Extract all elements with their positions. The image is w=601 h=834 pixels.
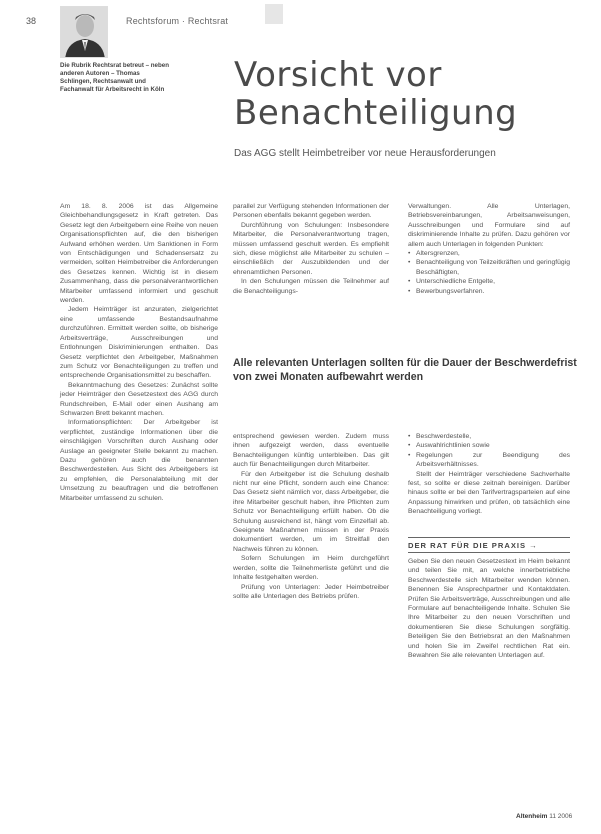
paragraph: Prüfung von Unterlagen: Jeder Heimbetreiber sollte alle Unterlagen des Betriebs prüfen. — [233, 583, 389, 600]
article-subheadline: Das AGG stellt Heimbetreiber vor neue Herausforderungen — [234, 148, 496, 159]
column-3-top — [408, 202, 570, 296]
paragraph: Sofern Schulungen im Heim durchgeführt werden, sollte die Teilnehmerliste geführt und die Inhalte festgehalten werden. — [233, 555, 389, 582]
column-2-top — [233, 202, 389, 296]
column-2-bottom — [233, 432, 389, 601]
paragraph: Stellt der Heimträger verschiedene Sachverhalte fest, so sollte er diese zeitnah bereinigen. Darüber hinaus sollte er bei den Tarifvertragsparteien auf eine Anpassung hinwirken und prüfen, ob tatsächlich eine Benachteiligung vorliegt. — [408, 470, 570, 516]
page-number: 38 — [26, 16, 37, 26]
paragraph: Am 18. 8. 2006 ist das Allgemeine Gleichbehandlungsgesetz in Kraft getreten. Das Gesetz legt den Arbeitgebern eine Reihe von neuen Organisationspflichten auf, die den bisherigen Aufwand erhöhen werden. Um Sanktionen in Form von Entschädigungen und Schadensersatz zu vermeiden, sollten Heimbetreiber die Anforderungen des Gesetzes kennen. Wichtig ist in diesem Zusammenhang, dass die personalverantwortlichen Mitarbeiter umfassend informiert und geschult werden. — [60, 203, 218, 305]
list-item: • Beschwerdestelle, — [408, 432, 570, 441]
column-1 — [60, 202, 218, 503]
paragraph: Für den Arbeitgeber ist die Schulung deshalb nicht nur eine Pflicht, sondern auch eine Chance: Das Gesetz sieht nämlich vor, dass Arbeitgeber, die ihre Mitarbeiter geschult haben, ihre Pflichten zum Schutz vor Benachteiligung erfüllt haben. Ob die Schulung ausreichend ist, hängt vom Einzelfall ab. Geeignete Maßnahmen müssen in der Praxis dokumentiert werden, um im Streitfall den Nachweis führen zu können. — [233, 470, 389, 553]
paragraph: Bekanntmachung des Gesetzes: Zunächst sollte jeder Heimträger den Gesetzestext des AGG durch Rundschreiben, E-Mail oder einen Aushang am Schwarzen Brett bekannt machen. — [60, 381, 218, 417]
paragraph: Verwaltungen. Alle Unterlagen, Betriebsvereinbarungen, Arbeitsanweisungen, Ausschreibungen und Formulare sind auf diskriminierende Inhalte zu prüfen. Dazu gehören vor allem auch Unterlagen in folgenden Punkten: — [408, 203, 570, 248]
pull-quote: Alle relevanten Unterlagen sollten für die Dauer der Beschwerdefrist von zwei Monaten aufbewahrt werden — [233, 357, 577, 383]
divider — [408, 552, 570, 553]
list-item: • Bewerbungsverfahren. — [408, 287, 570, 296]
column-3-middle — [408, 432, 570, 517]
practice-tip-box — [408, 537, 570, 660]
article-headline — [234, 56, 574, 132]
list-item: • Benachteiligung von Teilzeitkräften und geringfügig Beschäftigten, — [408, 258, 570, 277]
headline-line-2: Benachteiligung — [234, 93, 518, 133]
practice-tip-text: Geben Sie den neuen Gesetzestext im Heim bekannt und teilen Sie mit, an welche innerbetriebliche Beschwerdestelle sich Mitarbeiter wenden können. Benennen Sie Ansprechpartner und Kontaktdaten. Prüfen Sie Arbeitsverträge, Ausschreibungen und alle Formulare auf benachteiligende Inhalte. Schulen Sie Ihre Mitarbeiter zu den neuen Vorschriften und dokumentieren Sie diese Schulungen sorgfältig. Beteiligen Sie den Betriebsrat an den Maßnahmen und holen Sie im Zweifel rechtlichen Rat ein. Bewahren Sie alle relevanten Unterlagen auf. — [408, 558, 570, 660]
paragraph: Durchführung von Schulungen: Insbesondere Mitarbeiter, die Personalverantwortung tragen, müssen umfassend geschult werden. Es empfiehlt sich, diese möglichst alle Mitarbeiter zu schulen – einschließlich der Auszubildenden und der ehrenamtlichen Personen. — [233, 221, 389, 276]
section-rubric: Rechtsforum · Rechtsrat — [126, 16, 229, 26]
paragraph: Jedem Heimträger ist anzuraten, zielgerichtet eine umfassende Bestandsaufnahme durchzuführen. Ermittelt werden sollte, ob bisherige Arbeitsverträge, Ausschreibungen und Entlohnungen Diskriminierungen enthalten. Das Gesetz verpflichtet den Arbeitgeber, Maßnahmen zum Schutz vor Benachteiligungen zu treffen und entsprechende Organisationsmittel zu beschaffen. — [60, 306, 218, 380]
header-decoration — [265, 4, 283, 24]
publication-name: Altenheim — [516, 813, 548, 820]
paragraph: entsprechend gewiesen werden. Zudem muss ihnen aufgezeigt werden, dass eventuelle Benachteiligungen künftig unterbleiben. Das gilt auch für Benachteiligungen durch Mitarbeiter. — [233, 433, 389, 469]
portrait-image — [61, 7, 108, 58]
page-footer — [516, 813, 572, 820]
author-caption: Die Rubrik Rechtsrat betreut – neben anderen Autoren – Thomas Schlingen, Rechtsanwalt und Fachanwalt für Arbeitsrecht in Köln — [60, 62, 169, 93]
paragraph: In den Schulungen müssen die Teilnehmer auf die Benachteiligungs- — [233, 278, 389, 295]
paragraph: parallel zur Verfügung stehenden Informationen der Personen ebenfalls bekannt gegeben werden. — [233, 203, 389, 220]
list-item: • Unterschiedliche Entgelte, — [408, 277, 570, 286]
bullet-list — [408, 432, 570, 470]
list-item: • Auswahlrichtlinien sowie — [408, 441, 570, 450]
paragraph: Informationspflichten: Der Arbeitgeber ist verpflichtet, zuständige Informationen über die einschlägigen Vorschriften durch Aushang oder Auslage an geeigneter Stelle bekannt zu machen. Dazu gehören auch die benannten Beschwerdestellen. Aus Sicht des Arbeitgebers ist zu empfehlen, die Personalabteilung mit der Umsetzung zu beauftragen und die betroffenen Mitarbeiter umfassend zu schulen. — [60, 419, 218, 502]
headline-line-1: Vorsicht vor — [234, 55, 442, 95]
author-photo — [60, 6, 108, 58]
list-item: • Altersgrenzen, — [408, 249, 570, 258]
list-item: • Regelungen zur Beendigung des Arbeitsverhältnisses. — [408, 451, 570, 470]
practice-tip-title: DER RAT FÜR DIE PRAXIS → — [408, 541, 538, 550]
bullet-list — [408, 249, 570, 296]
issue-number: 11 2006 — [549, 813, 573, 820]
